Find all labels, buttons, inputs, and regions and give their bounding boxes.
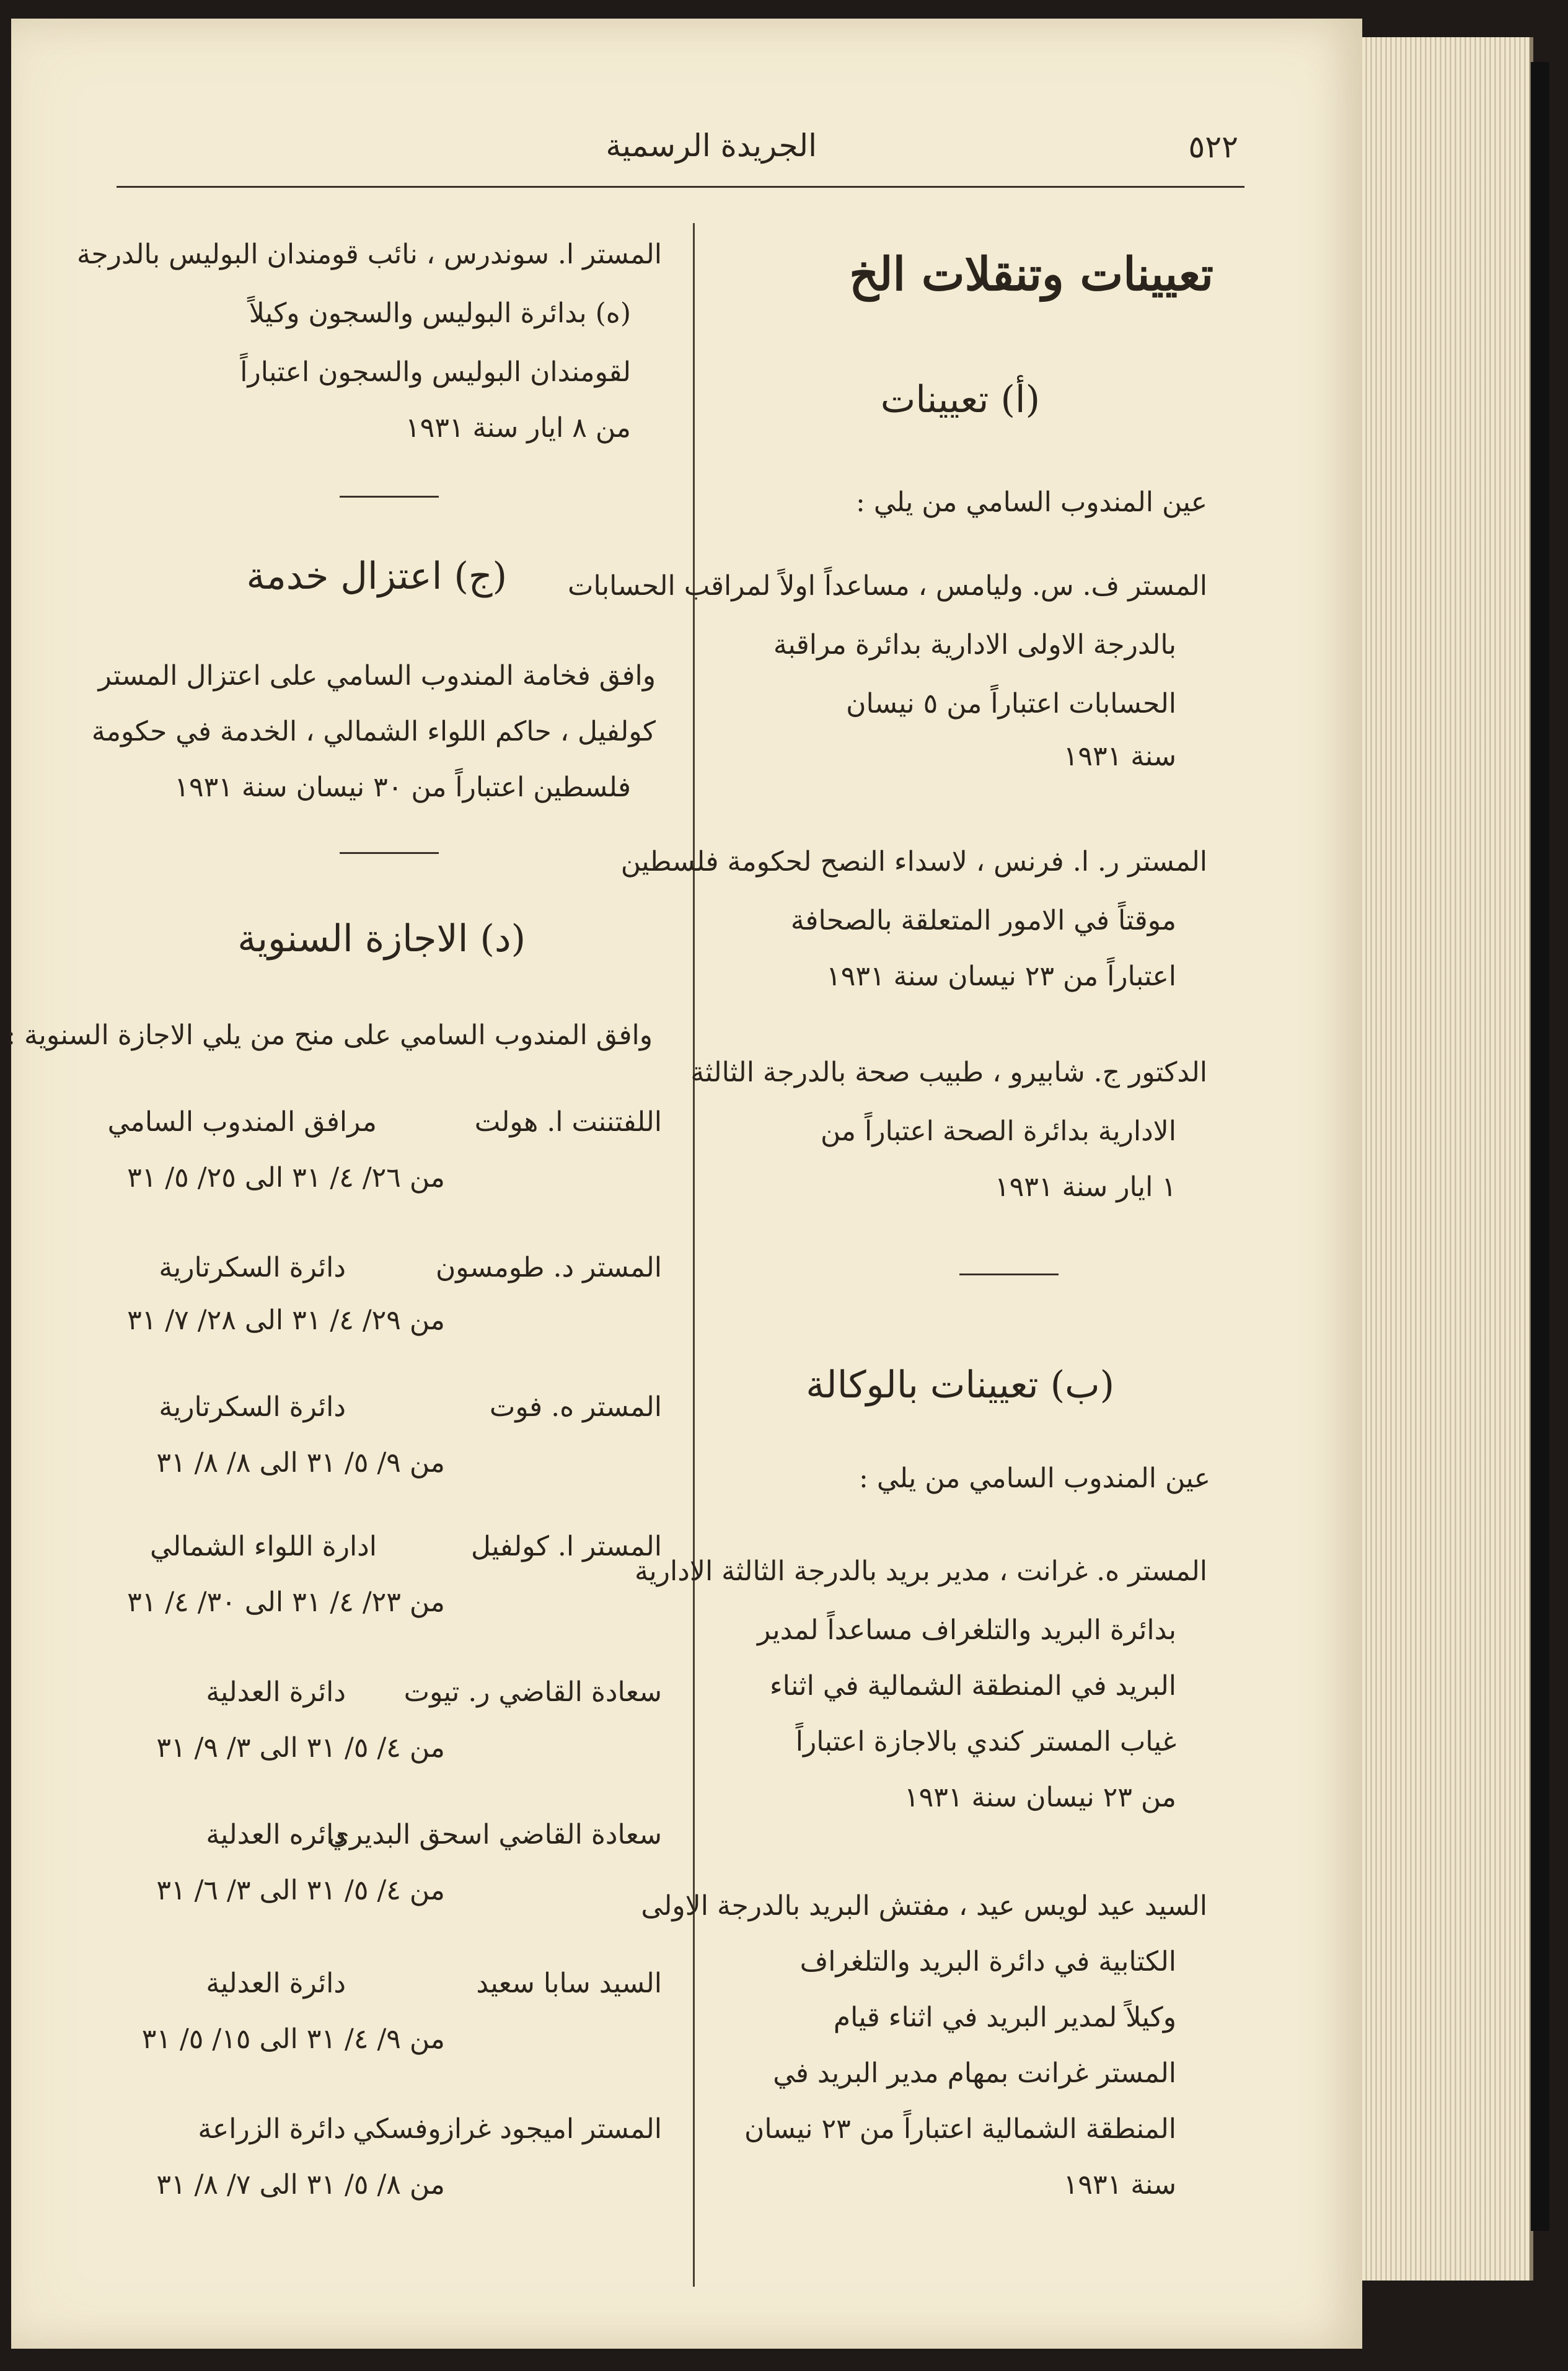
entry-line: من ٢٣ نيسان سنة ١٩٣١ xyxy=(904,1782,1176,1813)
leave-dates: من ٢٣/ ٤/ ٣١ الى ٣٠/ ٤/ ٣١ xyxy=(127,1586,445,1618)
section-divider xyxy=(340,852,439,854)
leave-name: المستر اميجود غرازوفسكي xyxy=(353,2113,662,2145)
entry-line: المستر ا. سوندرس ، نائب قومندان البوليس بالدرجة xyxy=(76,239,662,270)
entry-line: المستر ه. غرانت ، مدير بريد بالدرجة الثالثة الادارية xyxy=(634,1555,1207,1587)
section-d-heading: (د) الاجازة السنوية xyxy=(237,917,526,961)
column-divider xyxy=(693,223,695,2287)
leave-dates: من ٩/ ٤/ ٣١ الى ١٥/ ٥/ ٣١ xyxy=(141,2023,445,2055)
entry-line: من ٨ ايار سنة ١٩٣١ xyxy=(405,412,631,444)
leave-dept: دائرة السكرتارية xyxy=(159,1391,346,1423)
section-a-heading: (أ) تعيينات xyxy=(880,378,1040,421)
entry-line: اعتباراً من ٢٣ نيسان سنة ١٩٣١ xyxy=(826,961,1176,992)
entry-line: سنة ١٩٣١ xyxy=(1063,2169,1176,2201)
leave-dates: من ٤/ ٥/ ٣١ الى ٣/ ٩/ ٣١ xyxy=(156,1732,445,1764)
section-c-line: كولفيل ، حاكم اللواء الشمالي ، الخدمة في حكومة xyxy=(91,716,656,747)
leave-dept: ادارة اللواء الشمالي xyxy=(150,1531,377,1562)
section-c-line: فلسطين اعتباراً من ٣٠ نيسان سنة ١٩٣١ xyxy=(174,772,631,803)
entry-line: بدائرة البريد والتلغراف مساعداً لمدير xyxy=(757,1614,1176,1646)
section-divider xyxy=(959,1273,1059,1275)
leave-dept: دائرة العدلية xyxy=(206,1968,346,1999)
page-edges xyxy=(1362,37,1533,2281)
leave-name: اللفتننت ا. هولت xyxy=(474,1106,662,1138)
leave-dept: دائرة السكرتارية xyxy=(159,1252,346,1283)
leave-name: المستر ا. كولفيل xyxy=(471,1531,662,1562)
entry-line: بالدرجة الاولى الادارية بدائرة مراقبة xyxy=(773,629,1176,661)
leave-dates: من ٢٦/ ٤/ ٣١ الى ٢٥/ ٥/ ٣١ xyxy=(127,1162,445,1194)
leave-name: سعادة القاضي اسحق البديري xyxy=(328,1819,662,1850)
page xyxy=(6,19,1362,2349)
entry-line: ١ ايار سنة ١٩٣١ xyxy=(995,1171,1176,1203)
leave-name: المستر ه. فوت xyxy=(489,1391,662,1423)
entry-line: سنة ١٩٣١ xyxy=(1063,741,1176,772)
entry-line: (ه) بدائرة البوليس والسجون وكيلاً xyxy=(249,297,631,329)
leave-dates: من ٨/ ٥/ ٣١ الى ٧/ ٨/ ٣١ xyxy=(156,2169,445,2201)
leave-name: سعادة القاضي ر. تيوت xyxy=(403,1676,662,1708)
entry-line: لقومندان البوليس والسجون اعتباراً xyxy=(240,356,631,388)
entry-line: الحسابات اعتباراً من ٥ نيسان xyxy=(846,688,1176,719)
section-c-line: وافق فخامة المندوب السامي على اعتزال المستر xyxy=(98,660,656,692)
page-title: الجريدة الرسمية xyxy=(606,128,817,164)
entry-line: المنطقة الشمالية اعتباراً من ٢٣ نيسان xyxy=(744,2113,1176,2145)
section-b-intro: عين المندوب السامي من يلي : xyxy=(859,1463,1210,1494)
entry-line: غياب المستر كندي بالاجازة اعتباراً xyxy=(795,1726,1176,1757)
leave-dates: من ٢٩/ ٤/ ٣١ الى ٢٨/ ٧/ ٣١ xyxy=(127,1304,445,1336)
section-b-heading: (ب) تعيينات بالوكالة xyxy=(806,1363,1114,1407)
book-gutter xyxy=(1531,62,1549,2231)
page-number: ٥٢٢ xyxy=(1188,129,1238,165)
entry-line: الادارية بدائرة الصحة اعتباراً من xyxy=(820,1115,1176,1147)
entry-line: المستر ر. ا. فرنس ، لاسداء النصح لحكومة فلسطين xyxy=(620,846,1207,878)
section-c-heading: (ج) اعتزال خدمة xyxy=(246,555,507,598)
section-divider xyxy=(340,496,439,498)
entry-line: البريد في المنطقة الشمالية في اثناء xyxy=(769,1670,1176,1702)
leave-dates: من ٩/ ٥/ ٣١ الى ٨/ ٨/ ٣١ xyxy=(156,1447,445,1479)
entry-line: السيد عيد لويس عيد ، مفتش البريد بالدرجة الاولى xyxy=(641,1890,1207,1922)
section-d-intro: وافق المندوب السامي على منح من يلي الاجازة السنوية : xyxy=(6,1019,653,1051)
entry-line: وكيلاً لمدير البريد في اثناء قيام xyxy=(833,2002,1176,2033)
entry-line: الدكتور ج. شابيرو ، طبيب صحة بالدرجة الثالثة xyxy=(690,1057,1207,1088)
entry-line: موقتاً في الامور المتعلقة بالصحافة xyxy=(790,905,1176,936)
leave-dept: دائرة الزراعة xyxy=(198,2113,346,2145)
main-heading: تعيينات وتنقلات الخ xyxy=(849,248,1213,301)
leave-name: السيد سابا سعيد xyxy=(476,1968,662,1999)
leave-dept: مرافق المندوب السامي xyxy=(107,1106,377,1138)
entry-line: الكتابية في دائرة البريد والتلغراف xyxy=(799,1946,1176,1977)
leave-dates: من ٤/ ٥/ ٣١ الى ٣/ ٦/ ٣١ xyxy=(156,1875,445,1906)
leave-dept: دائرة العدلية xyxy=(206,1676,346,1708)
section-a-intro: عين المندوب السامي من يلي : xyxy=(856,486,1207,518)
leave-name: المستر د. طومسون xyxy=(435,1252,662,1283)
entry-line: المستر ف. س. وليامس ، مساعداً اولاً لمراقب الحسابات xyxy=(568,570,1207,602)
entry-line: المستر غرانت بمهام مدير البريد في xyxy=(773,2057,1176,2089)
header-rule xyxy=(117,186,1244,188)
leave-dept: دائره العدلية xyxy=(206,1819,346,1850)
